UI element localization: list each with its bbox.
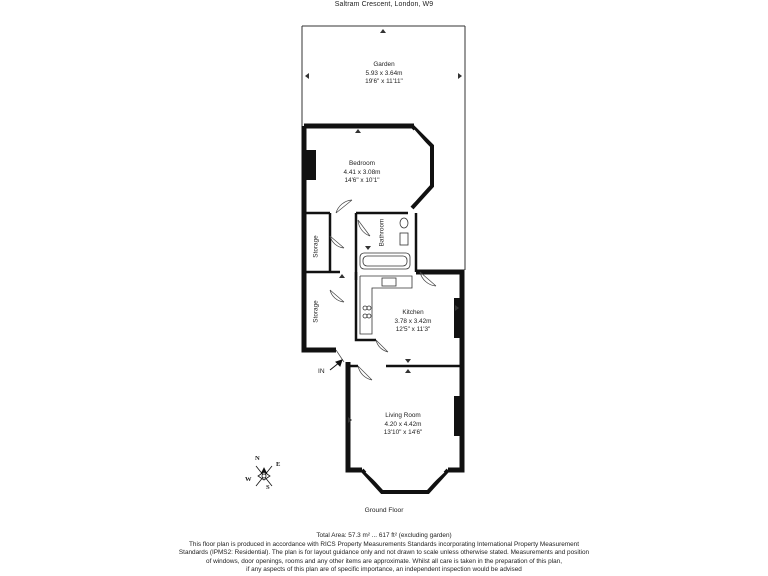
washbasin [400, 233, 408, 245]
footer-notes [0, 532, 768, 575]
toilet [400, 218, 408, 228]
bedroom-name: Bedroom [349, 160, 375, 167]
storage-upper-label: Storage [312, 235, 320, 258]
compass-s: S [266, 484, 270, 491]
living-room-imperial: 13'10" x 14'6" [383, 429, 423, 437]
disclaimer-line-2: Standards (IPMS2: Residential). The plan is for layout guidance only and not drawn to scale unless otherwise stated. Measurements and position [178, 549, 590, 557]
disclaimer-line-4: if any aspects of this plan are of specific importance, an independent inspection would be advised [246, 566, 522, 574]
bedroom-imperial: 14'6" x 10'1" [344, 177, 380, 185]
disclaimer-line-3: of windows, door openings, rooms and any other items are approximate. Whilst all care is taken in the preparation of this plan, [206, 557, 562, 565]
kitchen-imperial: 12'5" x 11'3" [395, 326, 431, 334]
compass-e: E [276, 461, 281, 468]
floor-label: Ground Floor [364, 507, 404, 514]
living-room-name: Living Room [385, 412, 421, 419]
living-room-metric: 4.20 x 4.42m [384, 420, 422, 428]
bathroom-label: Bathroom [378, 218, 386, 247]
compass-n: N [255, 455, 260, 462]
storage-lower-label: Storage [312, 300, 320, 323]
address-heading: Saltram Crescent, London, W9 [334, 1, 434, 8]
compass-w: W [245, 476, 252, 483]
kitchen-label [372, 309, 454, 335]
disclaimer-line-1: This floor plan is produced in accordance with RICS Property Measurements Standards incorporating International Property Measurement [188, 540, 580, 548]
garden-label [343, 61, 425, 87]
entrance-arrow [330, 360, 342, 370]
garden-imperial: 19'6" x 11'11" [365, 78, 403, 86]
bedroom-label [322, 160, 402, 186]
radiators [306, 150, 460, 436]
kitchen-metric: 3.78 x 3.42m [394, 317, 432, 325]
garden-metric: 5.93 x 3.64m [365, 69, 403, 77]
bath-tub [360, 253, 410, 269]
kitchen-name: Kitchen [402, 309, 424, 316]
total-area: Total Area: 57.3 m² ... 617 ft² (excluding garden) [316, 532, 452, 539]
bedroom-metric: 4.41 x 3.08m [343, 168, 381, 176]
living-room-label [362, 412, 444, 438]
compass-rose [256, 466, 272, 486]
entrance-label: IN [318, 368, 325, 375]
garden-name: Garden [373, 61, 395, 68]
